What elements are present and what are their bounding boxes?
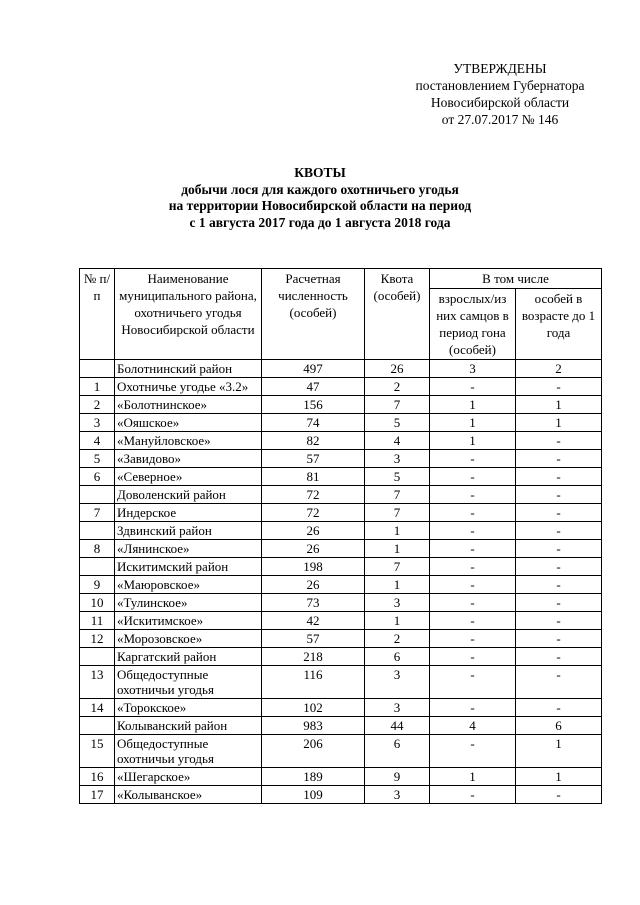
- quota-table: [79, 268, 602, 804]
- cell-quota: 1: [365, 612, 430, 630]
- cell-name: «Морозовское»: [115, 630, 262, 648]
- cell-num: 11: [80, 612, 115, 630]
- cell-population: 26: [262, 522, 365, 540]
- approval-line: Новосибирской области: [430, 95, 570, 110]
- cell-quota: 6: [365, 648, 430, 666]
- cell-name: Искитимский район: [115, 558, 262, 576]
- title-line: КВОТЫ: [294, 165, 346, 180]
- cell-num: 5: [80, 450, 115, 468]
- table-row: [80, 648, 602, 666]
- cell-young: 1: [516, 768, 602, 786]
- cell-num: 7: [80, 504, 115, 522]
- cell-adult-males: -: [430, 378, 516, 396]
- table-row: [80, 540, 602, 558]
- header-quota: Квота (особей): [365, 269, 430, 360]
- cell-name: «Тулинское»: [115, 594, 262, 612]
- cell-young: -: [516, 558, 602, 576]
- header-population: Расчетная численность (особей): [262, 269, 365, 360]
- cell-name: «Торокское»: [115, 699, 262, 717]
- cell-name: Общедоступные охотничьи угодья: [115, 666, 262, 699]
- cell-num: [80, 522, 115, 540]
- title-line: на территории Новосибирской области на период: [168, 198, 472, 213]
- cell-young: -: [516, 576, 602, 594]
- document-title: [60, 165, 580, 231]
- cell-num: 3: [80, 414, 115, 432]
- approval-block: [380, 60, 620, 128]
- cell-adult-males: -: [430, 666, 516, 699]
- cell-young: -: [516, 630, 602, 648]
- table-body: [80, 360, 602, 804]
- table-row: [80, 594, 602, 612]
- cell-quota: 4: [365, 432, 430, 450]
- cell-adult-males: -: [430, 486, 516, 504]
- cell-adult-males: 1: [430, 414, 516, 432]
- table-row: [80, 666, 602, 699]
- cell-adult-males: 4: [430, 717, 516, 735]
- table-row: [80, 522, 602, 540]
- cell-adult-males: -: [430, 786, 516, 804]
- approval-date: от 27.07.2017 № 146: [441, 112, 559, 127]
- cell-population: 26: [262, 576, 365, 594]
- table-row: [80, 360, 602, 378]
- cell-quota: 5: [365, 414, 430, 432]
- cell-num: [80, 717, 115, 735]
- cell-adult-males: -: [430, 612, 516, 630]
- cell-young: -: [516, 450, 602, 468]
- header-name: Наименование муниципального района, охотничьего угодья Новосибирской области: [115, 269, 262, 360]
- cell-population: 116: [262, 666, 365, 699]
- table-row: [80, 468, 602, 486]
- cell-num: 6: [80, 468, 115, 486]
- cell-quota: 6: [365, 735, 430, 768]
- cell-adult-males: 3: [430, 360, 516, 378]
- title-line: с 1 августа 2017 года до 1 августа 2018 года: [189, 214, 451, 230]
- table-row: [80, 612, 602, 630]
- cell-quota: 1: [365, 576, 430, 594]
- cell-young: -: [516, 540, 602, 558]
- cell-quota: 9: [365, 768, 430, 786]
- cell-name: Доволенский район: [115, 486, 262, 504]
- cell-population: 198: [262, 558, 365, 576]
- cell-num: 10: [80, 594, 115, 612]
- cell-young: -: [516, 786, 602, 804]
- cell-quota: 7: [365, 504, 430, 522]
- cell-young: 1: [516, 414, 602, 432]
- cell-population: 72: [262, 486, 365, 504]
- cell-adult-males: 1: [430, 432, 516, 450]
- cell-num: [80, 648, 115, 666]
- cell-population: 57: [262, 450, 365, 468]
- cell-population: 189: [262, 768, 365, 786]
- cell-num: 13: [80, 666, 115, 699]
- cell-population: 983: [262, 717, 365, 735]
- approval-line: постановлением Губернатора: [415, 78, 585, 93]
- cell-quota: 3: [365, 666, 430, 699]
- cell-adult-males: -: [430, 522, 516, 540]
- cell-young: -: [516, 504, 602, 522]
- cell-quota: 2: [365, 378, 430, 396]
- cell-young: 1: [516, 396, 602, 414]
- cell-population: 57: [262, 630, 365, 648]
- cell-name: «Искитимское»: [115, 612, 262, 630]
- cell-adult-males: -: [430, 630, 516, 648]
- cell-num: 12: [80, 630, 115, 648]
- table-row: [80, 504, 602, 522]
- cell-adult-males: -: [430, 558, 516, 576]
- cell-young: -: [516, 468, 602, 486]
- cell-num: [80, 486, 115, 504]
- cell-name: Общедоступные охотничьи угодья: [115, 735, 262, 768]
- cell-population: 218: [262, 648, 365, 666]
- cell-num: 16: [80, 768, 115, 786]
- cell-num: 9: [80, 576, 115, 594]
- cell-num: 8: [80, 540, 115, 558]
- table-row: [80, 396, 602, 414]
- cell-quota: 7: [365, 486, 430, 504]
- table-row: [80, 378, 602, 396]
- cell-young: 1: [516, 735, 602, 768]
- table-row: [80, 768, 602, 786]
- cell-name: «Болотнинское»: [115, 396, 262, 414]
- cell-population: 206: [262, 735, 365, 768]
- header-including: В том числе: [430, 269, 602, 289]
- cell-young: -: [516, 522, 602, 540]
- cell-quota: 1: [365, 522, 430, 540]
- cell-population: 82: [262, 432, 365, 450]
- table-row: [80, 558, 602, 576]
- table-row: [80, 414, 602, 432]
- cell-quota: 7: [365, 558, 430, 576]
- cell-adult-males: -: [430, 594, 516, 612]
- cell-name: Болотнинский район: [115, 360, 262, 378]
- cell-adult-males: -: [430, 648, 516, 666]
- cell-quota: 1: [365, 540, 430, 558]
- cell-adult-males: -: [430, 699, 516, 717]
- cell-num: 1: [80, 378, 115, 396]
- cell-quota: 2: [365, 630, 430, 648]
- cell-quota: 26: [365, 360, 430, 378]
- cell-adult-males: -: [430, 576, 516, 594]
- table-row: [80, 576, 602, 594]
- cell-young: 2: [516, 360, 602, 378]
- cell-population: 81: [262, 468, 365, 486]
- title-line: добычи лося для каждого охотничьего угодья: [181, 181, 459, 197]
- cell-young: -: [516, 378, 602, 396]
- table-row: [80, 432, 602, 450]
- cell-adult-males: -: [430, 504, 516, 522]
- cell-num: 2: [80, 396, 115, 414]
- cell-num: 14: [80, 699, 115, 717]
- cell-quota: 44: [365, 717, 430, 735]
- cell-name: «Колыванское»: [115, 786, 262, 804]
- cell-name: «Шегарское»: [115, 768, 262, 786]
- cell-quota: 3: [365, 699, 430, 717]
- cell-population: 47: [262, 378, 365, 396]
- table-row: [80, 735, 602, 768]
- cell-adult-males: 1: [430, 768, 516, 786]
- cell-name: Здвинский район: [115, 522, 262, 540]
- table-row: [80, 630, 602, 648]
- approval-line: УТВЕРЖДЕНЫ: [453, 61, 547, 76]
- cell-name: «Северное»: [115, 468, 262, 486]
- cell-adult-males: -: [430, 468, 516, 486]
- cell-adult-males: 1: [430, 396, 516, 414]
- cell-population: 26: [262, 540, 365, 558]
- cell-young: -: [516, 666, 602, 699]
- cell-num: [80, 558, 115, 576]
- cell-num: 15: [80, 735, 115, 768]
- cell-population: 42: [262, 612, 365, 630]
- cell-population: 73: [262, 594, 365, 612]
- cell-population: 156: [262, 396, 365, 414]
- cell-adult-males: -: [430, 450, 516, 468]
- cell-quota: 3: [365, 594, 430, 612]
- cell-young: 6: [516, 717, 602, 735]
- cell-population: 109: [262, 786, 365, 804]
- cell-population: 102: [262, 699, 365, 717]
- cell-name: Индерское: [115, 504, 262, 522]
- cell-adult-males: -: [430, 540, 516, 558]
- table-row: [80, 786, 602, 804]
- cell-num: 4: [80, 432, 115, 450]
- cell-name: «Ояшское»: [115, 414, 262, 432]
- cell-young: -: [516, 648, 602, 666]
- cell-population: 74: [262, 414, 365, 432]
- header-num: № п/п: [80, 269, 115, 360]
- table-row: [80, 450, 602, 468]
- table-row: [80, 699, 602, 717]
- cell-population: 72: [262, 504, 365, 522]
- header-adult-males: взрослых/из них самцов в период гона (особей): [430, 289, 516, 360]
- cell-young: -: [516, 699, 602, 717]
- cell-name: Колыванский район: [115, 717, 262, 735]
- header-young: особей в возрасте до 1 года: [516, 289, 602, 360]
- cell-population: 497: [262, 360, 365, 378]
- cell-quota: 3: [365, 786, 430, 804]
- cell-name: «Маюровское»: [115, 576, 262, 594]
- cell-num: [80, 360, 115, 378]
- cell-name: Охотничье угодье «3.2»: [115, 378, 262, 396]
- cell-young: -: [516, 432, 602, 450]
- cell-name: «Мануйловское»: [115, 432, 262, 450]
- cell-quota: 7: [365, 396, 430, 414]
- cell-young: -: [516, 612, 602, 630]
- table-row: [80, 486, 602, 504]
- cell-quota: 3: [365, 450, 430, 468]
- cell-young: -: [516, 486, 602, 504]
- cell-quota: 5: [365, 468, 430, 486]
- cell-adult-males: -: [430, 735, 516, 768]
- cell-name: «Лянинское»: [115, 540, 262, 558]
- cell-name: Каргатский район: [115, 648, 262, 666]
- cell-name: «Завидово»: [115, 450, 262, 468]
- table-row: [80, 717, 602, 735]
- cell-num: 17: [80, 786, 115, 804]
- cell-young: -: [516, 594, 602, 612]
